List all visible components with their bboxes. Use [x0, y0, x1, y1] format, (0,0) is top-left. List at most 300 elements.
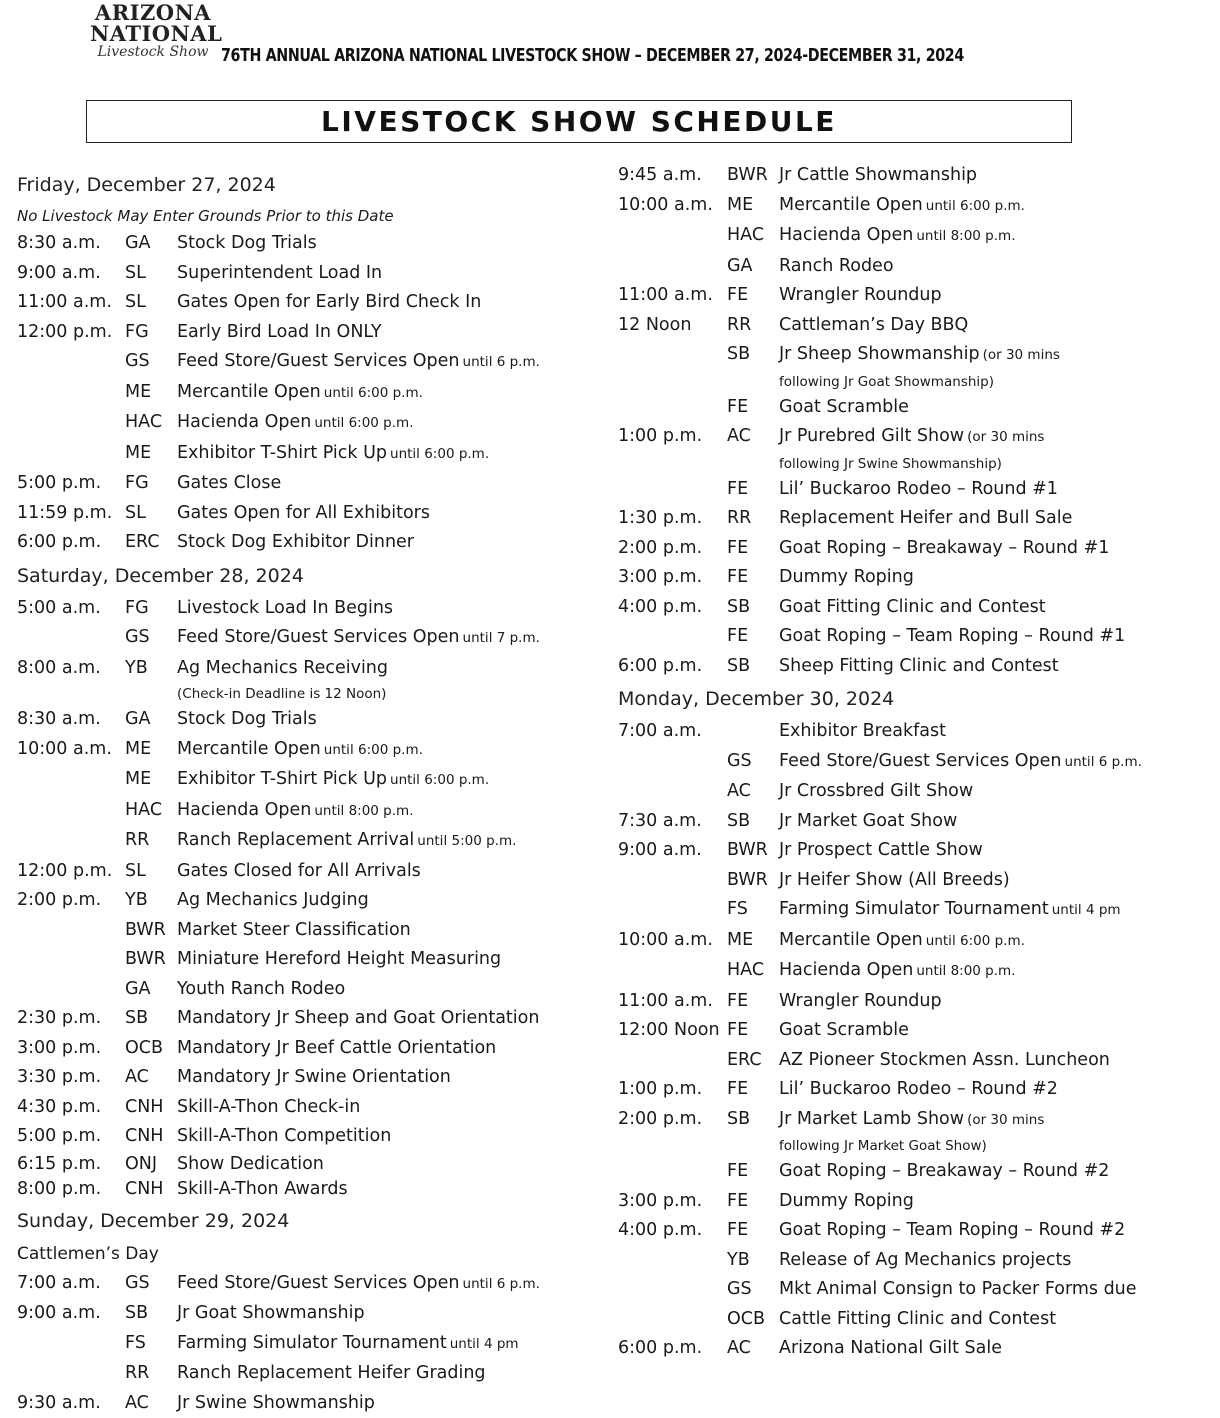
event-note-continuation: following Jr Swine Showmanship): [618, 453, 1213, 475]
event-time: 9:00 a.m.: [618, 836, 727, 866]
location-code: FE: [727, 1157, 779, 1187]
location-code: GS: [727, 747, 779, 778]
event-time: [618, 221, 727, 252]
schedule-row: [17, 318, 607, 348]
event-name: Jr Goat Showmanship: [177, 1303, 365, 1323]
event-cell: [779, 221, 1015, 252]
day-heading: Sunday, December 29, 2024: [17, 1203, 607, 1239]
event-cell: [779, 866, 1010, 896]
logo-line-3: Livestock Show: [90, 45, 216, 59]
location-code: FE: [727, 563, 779, 593]
location-code: BWR: [125, 945, 177, 975]
event-cell: [177, 1269, 540, 1300]
event-time: 6:00 p.m.: [618, 1334, 727, 1364]
event-name: Mandatory Jr Sheep and Goat Orientation: [177, 1008, 539, 1028]
schedule-row: [618, 161, 1213, 191]
event-note: until 6 p.m.: [463, 354, 540, 370]
event-cell: [177, 857, 421, 887]
event-name: Cattleman’s Day BBQ: [779, 315, 968, 335]
event-name: Show Dedication: [177, 1154, 324, 1174]
location-code: YB: [727, 1246, 779, 1276]
event-name: Ranch Rodeo: [779, 256, 894, 276]
event-time: 2:30 p.m.: [17, 1004, 125, 1034]
event-name: Youth Ranch Rodeo: [177, 979, 345, 999]
event-cell: [177, 975, 345, 1005]
event-time: 4:30 p.m.: [17, 1093, 125, 1123]
event-name: Jr Sheep Showmanship: [779, 344, 980, 364]
location-code: ME: [727, 926, 779, 957]
schedule-row: [17, 975, 607, 1005]
event-cell: [779, 1275, 1137, 1305]
location-code: ME: [125, 765, 177, 796]
event-name: Goat Scramble: [779, 397, 909, 417]
schedule-row: [17, 1299, 607, 1329]
schedule-row: [618, 866, 1213, 896]
event-time: 4:00 p.m.: [618, 593, 727, 623]
event-time: [618, 475, 727, 505]
event-name: Farming Simulator Tournament: [177, 1333, 447, 1353]
event-time: [17, 1359, 125, 1389]
event-name: Jr Cattle Showmanship: [779, 165, 977, 185]
location-code: AC: [727, 1334, 779, 1364]
location-code: SB: [727, 593, 779, 623]
event-name: Mkt Animal Consign to Packer Forms due: [779, 1279, 1137, 1299]
event-time: 5:00 p.m.: [17, 469, 125, 499]
event-time: 3:00 p.m.: [618, 1187, 727, 1217]
event-name: Gates Close: [177, 473, 281, 493]
event-name: Feed Store/Guest Services Open: [779, 751, 1062, 771]
event-time: 3:00 p.m.: [17, 1034, 125, 1064]
event-time: [17, 765, 125, 796]
location-code: OCB: [727, 1305, 779, 1335]
schedule-row: [618, 1187, 1213, 1217]
event-time: 9:00 a.m.: [17, 1299, 125, 1329]
location-code: SB: [125, 1299, 177, 1329]
event-cell: [779, 747, 1142, 778]
event-name: Farming Simulator Tournament: [779, 899, 1049, 919]
schedule-row: [618, 926, 1213, 957]
location-code: FS: [727, 895, 779, 926]
event-time: 10:00 a.m.: [618, 191, 727, 222]
location-code: BWR: [727, 836, 779, 866]
event-name: Jr Heifer Show (All Breeds): [779, 870, 1010, 890]
event-time: [17, 945, 125, 975]
event-cell: [779, 1246, 1071, 1276]
event-time: 5:00 p.m.: [17, 1122, 125, 1152]
event-cell: [177, 765, 489, 796]
event-name: Skill-A-Thon Awards: [177, 1179, 348, 1199]
event-name: Livestock Load In Begins: [177, 598, 393, 618]
event-cell: [779, 1157, 1109, 1187]
location-code: FE: [727, 1216, 779, 1246]
event-name: Mercantile Open: [177, 739, 321, 759]
event-name: Mandatory Jr Swine Orientation: [177, 1067, 451, 1087]
event-time: 10:00 a.m.: [17, 735, 125, 766]
event-note: until 6:00 p.m.: [324, 385, 423, 401]
schedule-row: [17, 528, 607, 558]
schedule-row: [17, 439, 607, 470]
event-name: Stock Dog Trials: [177, 233, 317, 253]
event-note: until 7 p.m.: [463, 630, 540, 646]
event-time: 6:00 p.m.: [618, 652, 727, 682]
location-code: HAC: [727, 221, 779, 252]
schedule-row: [618, 1216, 1213, 1246]
location-code: SL: [125, 259, 177, 289]
event-time: [17, 1329, 125, 1360]
schedule-row: [618, 191, 1213, 222]
schedule-row: [17, 796, 607, 827]
event-cell: [177, 705, 317, 735]
event-name: Exhibitor T-Shirt Pick Up: [177, 769, 387, 789]
schedule-row: [618, 1105, 1213, 1136]
event-cell: [779, 593, 1046, 623]
location-code: FE: [727, 1016, 779, 1046]
event-cell: [177, 1093, 360, 1123]
schedule-row: [618, 1334, 1213, 1364]
schedule-row: [618, 1305, 1213, 1335]
location-code: GA: [125, 229, 177, 259]
location-code: OCB: [125, 1034, 177, 1064]
event-cell: [177, 1004, 539, 1034]
event-cell: [177, 1329, 519, 1360]
schedule-row: [17, 229, 607, 259]
event-note: until 6:00 p.m.: [314, 415, 413, 431]
event-time: 7:00 a.m.: [618, 717, 727, 747]
event-cell: [177, 796, 413, 827]
location-code: CNH: [125, 1122, 177, 1152]
event-name: Ranch Replacement Arrival: [177, 830, 414, 850]
location-code: RR: [727, 504, 779, 534]
event-cell: [177, 408, 413, 439]
event-time: [17, 975, 125, 1005]
event-time: 12:00 p.m.: [17, 318, 125, 348]
location-code: RR: [125, 826, 177, 857]
location-code: FG: [125, 594, 177, 624]
event-note: until 5:00 p.m.: [417, 833, 516, 849]
event-name: Gates Open for All Exhibitors: [177, 503, 430, 523]
schedule-row: [618, 252, 1213, 282]
schedule-row: [17, 1269, 607, 1300]
location-code: ONJ: [125, 1152, 177, 1178]
event-name: Goat Roping – Breakaway – Round #2: [779, 1161, 1109, 1181]
location-code: HAC: [727, 956, 779, 987]
day-heading: Saturday, December 28, 2024: [17, 558, 607, 594]
event-cell: [779, 393, 909, 423]
location-code: ME: [125, 378, 177, 409]
event-time: 3:30 p.m.: [17, 1063, 125, 1093]
event-cell: [177, 1152, 324, 1178]
event-time: [17, 408, 125, 439]
location-code: CNH: [125, 1093, 177, 1123]
schedule-row: [17, 826, 607, 857]
event-note-continuation: (Check-in Deadline is 12 Noon): [17, 683, 607, 705]
schedule-row: [17, 945, 607, 975]
event-name: Jr Purebred Gilt Show: [779, 426, 964, 446]
event-name: Wrangler Roundup: [779, 991, 942, 1011]
event-name: Stock Dog Trials: [177, 709, 317, 729]
event-time: 2:00 p.m.: [618, 534, 727, 564]
schedule-row: [618, 393, 1213, 423]
event-cell: [779, 777, 973, 807]
event-name: Skill-A-Thon Competition: [177, 1126, 391, 1146]
schedule-row: [618, 534, 1213, 564]
event-time: 8:30 a.m.: [17, 229, 125, 259]
event-name: Mercantile Open: [177, 382, 321, 402]
event-cell: [177, 528, 414, 558]
event-time: [618, 1157, 727, 1187]
location-code: CNH: [125, 1177, 177, 1203]
schedule-row: [618, 622, 1213, 652]
schedule-row: [618, 422, 1213, 453]
schedule-column-left: [17, 167, 607, 1418]
location-code: BWR: [125, 916, 177, 946]
event-cell: [177, 1122, 391, 1152]
event-note: until 8:00 p.m.: [916, 963, 1015, 979]
schedule-row: [17, 408, 607, 439]
event-name: Goat Roping – Breakaway – Round #1: [779, 538, 1109, 558]
event-note: until 8:00 p.m.: [314, 803, 413, 819]
schedule-row: [17, 1152, 607, 1178]
event-time: 2:00 p.m.: [17, 886, 125, 916]
event-cell: [779, 311, 968, 341]
event-note: until 6:00 p.m.: [926, 198, 1025, 214]
event-cell: [177, 469, 281, 499]
schedule-row: [618, 593, 1213, 623]
event-time: 6:00 p.m.: [17, 528, 125, 558]
schedule-row: [17, 623, 607, 654]
day-subheading: Cattlemen’s Day: [17, 1239, 607, 1269]
location-code: ME: [727, 191, 779, 222]
event-name: Arizona National Gilt Sale: [779, 1338, 1002, 1358]
event-cell: [779, 652, 1059, 682]
schedule-row: [618, 777, 1213, 807]
event-name: Market Steer Classification: [177, 920, 411, 940]
event-cell: [779, 956, 1015, 987]
schedule-row: [618, 836, 1213, 866]
schedule-row: [618, 504, 1213, 534]
event-name: Goat Roping – Team Roping – Round #1: [779, 626, 1125, 646]
schedule-row: [17, 594, 607, 624]
event-note-continuation: following Jr Market Goat Show): [618, 1135, 1213, 1157]
event-cell: [779, 807, 957, 837]
event-time: 11:00 a.m.: [618, 987, 727, 1017]
location-code: ERC: [125, 528, 177, 558]
event-cell: [177, 439, 489, 470]
schedule-row: [618, 1016, 1213, 1046]
location-code: GA: [125, 705, 177, 735]
event-time: 9:30 a.m.: [17, 1389, 125, 1418]
event-cell: [177, 886, 369, 916]
location-code: FS: [125, 1329, 177, 1360]
schedule-column-right: [618, 161, 1213, 1364]
event-cell: [779, 563, 914, 593]
event-name: Jr Market Lamb Show: [779, 1109, 964, 1129]
schedule-row: [17, 1359, 607, 1389]
event-time: 6:15 p.m.: [17, 1152, 125, 1178]
event-name: Hacienda Open: [177, 800, 311, 820]
event-time: 11:59 p.m.: [17, 499, 125, 529]
event-cell: [177, 288, 481, 318]
event-name: Wrangler Roundup: [779, 285, 942, 305]
location-code: HAC: [125, 408, 177, 439]
schedule-row: [618, 807, 1213, 837]
location-code: SL: [125, 499, 177, 529]
event-cell: [177, 945, 501, 975]
location-code: FE: [727, 475, 779, 505]
event-time: 10:00 a.m.: [618, 926, 727, 957]
event-time: 7:00 a.m.: [17, 1269, 125, 1300]
event-time: [618, 340, 727, 371]
event-time: 4:00 p.m.: [618, 1216, 727, 1246]
location-code: ME: [125, 439, 177, 470]
event-note: until 6 p.m.: [1065, 754, 1142, 770]
event-name: Jr Market Goat Show: [779, 811, 957, 831]
event-time: [618, 956, 727, 987]
event-time: [618, 622, 727, 652]
location-code: ERC: [727, 1046, 779, 1076]
event-name: Miniature Hereford Height Measuring: [177, 949, 501, 969]
schedule-row: [618, 563, 1213, 593]
location-code: [727, 717, 779, 747]
schedule-row: [17, 288, 607, 318]
event-time: 11:00 a.m.: [17, 288, 125, 318]
event-cell: [779, 1305, 1056, 1335]
event-note: until 4 pm: [450, 1336, 519, 1352]
event-time: [618, 1246, 727, 1276]
event-cell: [177, 347, 540, 378]
schedule-row: [618, 281, 1213, 311]
event-name: Mercantile Open: [779, 195, 923, 215]
event-cell: [177, 1299, 365, 1329]
event-name: Stock Dog Exhibitor Dinner: [177, 532, 414, 552]
schedule-row: [17, 378, 607, 409]
event-name: Goat Scramble: [779, 1020, 909, 1040]
event-note: until 6:00 p.m.: [390, 772, 489, 788]
event-name: Hacienda Open: [177, 412, 311, 432]
location-code: GS: [727, 1275, 779, 1305]
event-cell: [779, 717, 946, 747]
event-time: 2:00 p.m.: [618, 1105, 727, 1136]
event-cell: [177, 1359, 486, 1389]
location-code: FE: [727, 622, 779, 652]
event-time: [17, 378, 125, 409]
event-note-continuation: following Jr Goat Showmanship): [618, 371, 1213, 393]
location-code: BWR: [727, 161, 779, 191]
event-name: Hacienda Open: [779, 960, 913, 980]
location-code: SB: [727, 340, 779, 371]
event-time: 12:00 Noon: [618, 1016, 727, 1046]
schedule-row: [17, 469, 607, 499]
event-name: Dummy Roping: [779, 1191, 914, 1211]
location-code: SB: [727, 807, 779, 837]
event-cell: [779, 895, 1121, 926]
location-code: FE: [727, 281, 779, 311]
event-time: [618, 777, 727, 807]
schedule-row: [618, 895, 1213, 926]
event-cell: [779, 1216, 1125, 1246]
event-name: Mercantile Open: [779, 930, 923, 950]
event-name: Ag Mechanics Receiving: [177, 658, 388, 678]
event-time: [618, 747, 727, 778]
event-name: Sheep Fitting Clinic and Contest: [779, 656, 1059, 676]
event-time: [17, 796, 125, 827]
event-name: Hacienda Open: [779, 225, 913, 245]
schedule-row: [17, 916, 607, 946]
location-code: GS: [125, 347, 177, 378]
arizona-national-logo: [90, 2, 216, 68]
event-note: (or 30 mins: [967, 429, 1044, 445]
schedule-row: [17, 886, 607, 916]
location-code: GS: [125, 1269, 177, 1300]
event-time: 9:00 a.m.: [17, 259, 125, 289]
location-code: AC: [125, 1389, 177, 1418]
event-name: Release of Ag Mechanics projects: [779, 1250, 1071, 1270]
location-code: GS: [125, 623, 177, 654]
event-cell: [779, 475, 1058, 505]
event-name: Goat Roping – Team Roping – Round #2: [779, 1220, 1125, 1240]
event-time: 1:00 p.m.: [618, 1075, 727, 1105]
event-time: [17, 916, 125, 946]
logo-line-1: ARIZONA: [90, 2, 216, 23]
event-note: until 4 pm: [1052, 902, 1121, 918]
schedule-row: [618, 1075, 1213, 1105]
event-time: [17, 623, 125, 654]
location-code: FE: [727, 1187, 779, 1217]
event-note: until 6:00 p.m.: [926, 933, 1025, 949]
schedule-row: [17, 1122, 607, 1152]
schedule-row: [17, 1034, 607, 1064]
schedule-row: [17, 347, 607, 378]
event-time: 8:30 a.m.: [17, 705, 125, 735]
schedule-title-box: [86, 100, 1072, 143]
event-name: Feed Store/Guest Services Open: [177, 1273, 460, 1293]
location-code: FE: [727, 1075, 779, 1105]
schedule-row: [17, 735, 607, 766]
location-code: SB: [727, 652, 779, 682]
schedule-row: [17, 705, 607, 735]
location-code: YB: [125, 654, 177, 684]
event-time: [17, 826, 125, 857]
schedule-row: [618, 987, 1213, 1017]
location-code: AC: [125, 1063, 177, 1093]
location-code: GA: [125, 975, 177, 1005]
event-cell: [779, 161, 977, 191]
event-cell: [779, 987, 942, 1017]
location-code: SB: [727, 1105, 779, 1136]
event-time: 11:00 a.m.: [618, 281, 727, 311]
event-time: [618, 1275, 727, 1305]
event-name: Ag Mechanics Judging: [177, 890, 369, 910]
event-cell: [779, 1105, 1044, 1136]
event-note: until 6:00 p.m.: [324, 742, 423, 758]
event-time: [618, 252, 727, 282]
schedule-row: [17, 1093, 607, 1123]
event-cell: [177, 1177, 348, 1203]
event-cell: [177, 735, 423, 766]
location-code: FG: [125, 469, 177, 499]
event-cell: [177, 318, 382, 348]
schedule-row: [17, 259, 607, 289]
location-code: FE: [727, 987, 779, 1017]
location-code: FE: [727, 534, 779, 564]
event-name: Dummy Roping: [779, 567, 914, 587]
event-cell: [779, 504, 1072, 534]
event-name: Gates Closed for All Arrivals: [177, 861, 421, 881]
event-name: Lil’ Buckaroo Rodeo – Round #2: [779, 1079, 1058, 1099]
location-code: RR: [125, 1359, 177, 1389]
event-name: AZ Pioneer Stockmen Assn. Luncheon: [779, 1050, 1110, 1070]
event-time: 1:30 p.m.: [618, 504, 727, 534]
